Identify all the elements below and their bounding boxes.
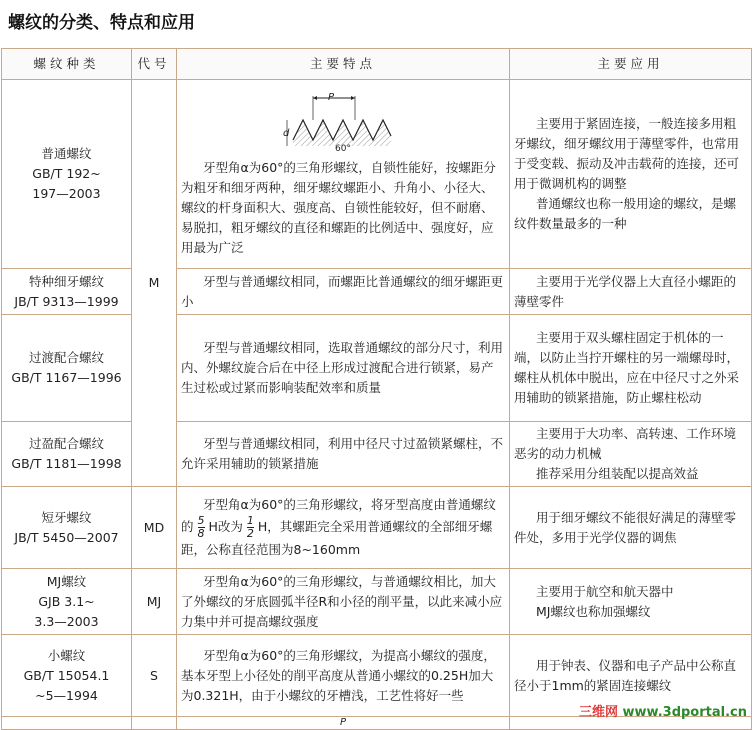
site-watermark — [579, 701, 747, 720]
code-cell: S — [132, 635, 177, 717]
thread-name: 过盈配合螺纹 — [28, 436, 104, 451]
standard-code-cont: 197—2003 — [32, 186, 101, 201]
watermark-brand: 三维网 — [578, 705, 618, 720]
fraction-1-2: $\frac{1}{2}$ — [246, 514, 254, 540]
table-row — [2, 80, 752, 269]
standard-code: GB/T 192~ — [32, 166, 101, 181]
table-row — [2, 269, 752, 315]
thread-name-cell — [2, 487, 132, 569]
features-text: 牙型与普通螺纹相同，利用中径尺寸过盈锁紧螺柱，不允许采用辅助的锁紧措施 — [181, 436, 504, 471]
table-row — [2, 315, 752, 422]
features-cell — [177, 315, 510, 422]
header-code: 代号 — [132, 49, 177, 80]
features-cell — [177, 422, 510, 487]
features-text: 牙型与普通螺纹相同，选取普通螺纹的部分尺寸，利用内、外螺纹旋合后在中径上形成过渡配合进行锁紧，易产生过松或过紧而影响装配效率和质量 — [181, 340, 504, 395]
header-features: 主要特点 — [177, 49, 510, 80]
thread-name: 过渡配合螺纹 — [28, 350, 104, 365]
features-cell — [177, 569, 510, 635]
diameter-label: d — [283, 128, 290, 139]
header-application: 主要应用 — [510, 49, 752, 80]
application-cell — [510, 569, 752, 635]
code-cell: MJ — [132, 569, 177, 635]
application-text: 主要用于光学仪器上大直径小螺距的薄壁零件 — [514, 273, 737, 309]
thread-table — [1, 48, 752, 730]
application-cell — [510, 422, 752, 487]
thread-name-cell — [2, 422, 132, 487]
partial-cell — [2, 717, 132, 730]
features-text: 牙型角α为60°的三角形螺纹，与普通螺纹相比，加大了外螺纹的牙底圆弧半径R和小径的削平量，以此来减小应力集中并可提高螺纹强度 — [181, 573, 503, 629]
standard-code: JB/T 9313—1999 — [14, 293, 119, 309]
application-cell — [510, 487, 752, 569]
thread-name: 普通螺纹 — [41, 146, 92, 161]
features-cell — [177, 635, 510, 717]
features-text: H，其螺距完全采用普通螺纹的全部细牙螺距，公称直径范围为8~160mm — [181, 519, 493, 557]
code-cell: MD — [132, 487, 177, 569]
features-text: 牙型角α为60°的三角形螺纹，为提高小螺纹的强度，基本牙型上小径处的削平高度从普通小螺纹的0.25H加大为0.321H，由于小螺纹的牙槽浅，工艺性将好一些 — [181, 647, 496, 703]
application-cell — [510, 269, 752, 315]
page-title: 螺纹的分类、特点和应用 — [8, 13, 195, 33]
table-row — [2, 422, 752, 487]
features-text: 牙型角α为60°的三角形螺纹，自锁性能好，按螺距分为粗牙和细牙两种，细牙螺纹螺距小、升角小、小径大、螺纹的杆身面积大、强度高、自锁性能较好，但不耐磨、易脱扣，粗牙螺纹的直径和螺距的比例适中、强度好，应用最为广泛 — [181, 160, 496, 255]
table-row — [2, 487, 752, 569]
application-cell — [510, 80, 752, 269]
thread-name: 短牙螺纹 — [41, 509, 92, 525]
standard-code: GJB 3.1~ — [38, 593, 95, 609]
application-cell — [510, 315, 752, 422]
application-text: 普通螺纹也称一般用途的螺纹，是螺纹件数量最多的一种 — [514, 196, 737, 231]
thread-name-cell — [2, 569, 132, 635]
fraction-5-8: $\frac{5}{8}$ — [197, 514, 205, 540]
header-row — [2, 49, 752, 80]
header-type: 螺纹种类 — [2, 49, 132, 80]
watermark-url: www.3dportal.cn — [622, 705, 747, 720]
thread-name: 特种细牙螺纹 — [28, 273, 104, 289]
standard-code: JB/T 5450—2007 — [14, 529, 119, 545]
features-cell — [177, 269, 510, 315]
thread-name-cell — [2, 315, 132, 422]
application-text: 主要用于航空和航天器中 — [536, 583, 674, 599]
thread-name-cell — [2, 269, 132, 315]
thread-name-cell — [2, 80, 132, 269]
standard-code: GB/T 1167—1996 — [11, 370, 122, 385]
features-text: 牙型与普通螺纹相同，而螺距比普通螺纹的细牙螺距更小 — [181, 273, 504, 309]
thread-name: MJ螺纹 — [46, 573, 87, 589]
features-cell — [177, 80, 510, 269]
partial-cell: P — [177, 717, 510, 730]
standard-code: GB/T 1181—1998 — [11, 456, 122, 471]
application-text: 主要用于紧固连接，一般连接多用粗牙螺纹，细牙螺纹用于薄壁零件，也常用于受变载、振动及冲击载荷的连接，还可用于微调机构的调整 — [514, 116, 740, 191]
application-text: 用于细牙螺纹不能很好满足的薄壁零件处，多用于光学仪器的调焦 — [514, 509, 737, 545]
standard-code: GB/T 15054.1 — [23, 667, 110, 683]
application-text: 用于钟表、仪器和电子产品中公称直径小于1mm的紧固连接螺纹 — [514, 657, 737, 693]
angle-label: 60° — [335, 144, 351, 152]
application-text: 主要用于双头螺柱固定于机体的一端，以防止当拧开螺柱的另一端螺母时，螺柱从机体中脱出，应在中径尺寸之外采用辅助的锁紧措施，防止螺柱松动 — [514, 330, 740, 405]
application-text: MJ螺纹也称加强螺纹 — [536, 603, 651, 619]
code-cell-m: M — [132, 80, 177, 487]
features-cell — [177, 487, 510, 569]
table-row — [2, 569, 752, 635]
thread-name-cell — [2, 635, 132, 717]
features-text: H改为 — [208, 519, 243, 534]
standard-code-cont: 3.3—2003 — [34, 613, 99, 629]
features-text: 牙型角α为60°的三角形螺纹，将牙型高度由普通螺纹的 — [181, 497, 496, 534]
thread-name: 小螺纹 — [47, 647, 86, 663]
standard-code-cont: ~5—1994 — [35, 687, 98, 703]
application-text: 推荐采用分组装配以提高效益 — [536, 466, 699, 481]
thread-profile-diagram — [283, 90, 403, 152]
partial-cell — [132, 717, 177, 730]
pitch-label: P — [327, 92, 335, 103]
application-text: 主要用于大功率、高转速、工作环境恶劣的动力机械 — [514, 426, 737, 461]
